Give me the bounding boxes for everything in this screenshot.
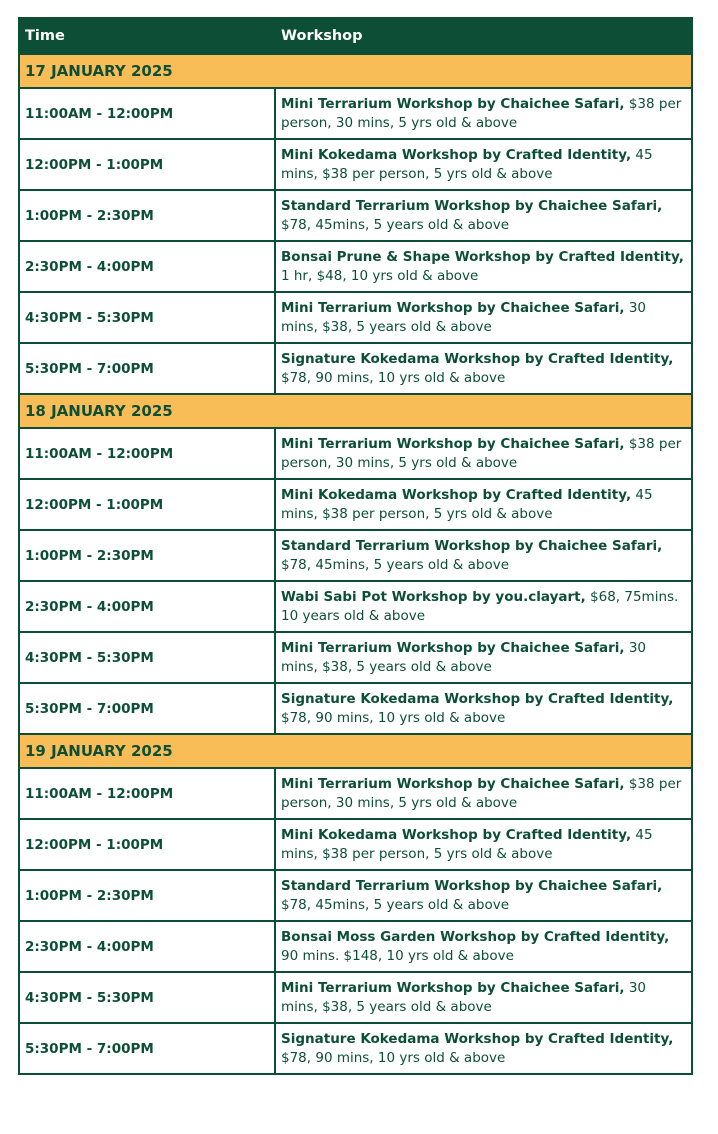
workshop-name: Mini Kokedama Workshop by Crafted Identity, xyxy=(281,486,632,503)
workshop-name: Standard Terrarium Workshop by Chaichee Safari, xyxy=(281,197,663,214)
session-time: 1:00PM - 2:30PM xyxy=(19,190,275,241)
session-workshop xyxy=(275,683,692,734)
workshop-details: $78, 45mins, 5 years old & above xyxy=(281,556,510,573)
workshop-details: $78, 90 mins, 10 yrs old & above xyxy=(281,709,506,726)
workshop-name: Standard Terrarium Workshop by Chaichee Safari, xyxy=(281,877,663,894)
table-row xyxy=(19,292,692,343)
table-row xyxy=(19,139,692,190)
workshop-details: $78, 45mins, 5 years old & above xyxy=(281,216,510,233)
table-row xyxy=(19,241,692,292)
session-workshop xyxy=(275,632,692,683)
session-workshop xyxy=(275,768,692,819)
session-workshop xyxy=(275,241,692,292)
session-workshop xyxy=(275,428,692,479)
workshop-name: Bonsai Prune & Shape Workshop by Crafted Identity, xyxy=(281,248,684,265)
session-workshop xyxy=(275,190,692,241)
workshop-name: Standard Terrarium Workshop by Chaichee Safari, xyxy=(281,537,663,554)
workshop-name: Mini Terrarium Workshop by Chaichee Safari, xyxy=(281,775,625,792)
table-row xyxy=(19,428,692,479)
workshop-details: 30 mins, $38, 5 years old & above xyxy=(281,979,647,1015)
session-workshop xyxy=(275,870,692,921)
session-workshop xyxy=(275,581,692,632)
session-time: 12:00PM - 1:00PM xyxy=(19,479,275,530)
table-row xyxy=(19,683,692,734)
workshop-details: 30 mins, $38, 5 years old & above xyxy=(281,299,647,335)
date-label: 18 JANUARY 2025 xyxy=(19,394,692,428)
workshop-name: Mini Terrarium Workshop by Chaichee Safari, xyxy=(281,95,625,112)
workshop-name: Signature Kokedama Workshop by Crafted Identity, xyxy=(281,350,674,367)
table-row xyxy=(19,190,692,241)
date-row xyxy=(19,54,692,88)
workshop-name: Mini Terrarium Workshop by Chaichee Safari, xyxy=(281,979,625,996)
table-row xyxy=(19,1023,692,1074)
session-workshop xyxy=(275,88,692,139)
session-time: 5:30PM - 7:00PM xyxy=(19,683,275,734)
workshop-details: 30 mins, $38, 5 years old & above xyxy=(281,639,647,675)
workshop-details: 1 hr, $48, 10 yrs old & above xyxy=(281,267,479,284)
table-row xyxy=(19,479,692,530)
workshop-details: $38 per person, 30 mins, 5 yrs old & above xyxy=(281,775,682,811)
time-column-header: Time xyxy=(19,18,275,54)
table-row xyxy=(19,530,692,581)
session-time: 2:30PM - 4:00PM xyxy=(19,241,275,292)
workshop-details: 45 mins, $38 per person, 5 yrs old & above xyxy=(281,486,653,522)
schedule-table xyxy=(18,17,693,1075)
workshop-details: $78, 90 mins, 10 yrs old & above xyxy=(281,1049,506,1066)
session-time: 4:30PM - 5:30PM xyxy=(19,972,275,1023)
workshop-details: 45 mins, $38 per person, 5 yrs old & above xyxy=(281,146,653,182)
workshop-details: $78, 45mins, 5 years old & above xyxy=(281,896,510,913)
workshop-details: $68, 75mins. 10 years old & above xyxy=(281,588,679,624)
workshop-details: 45 mins, $38 per person, 5 yrs old & above xyxy=(281,826,653,862)
workshop-details: $38 per person, 30 mins, 5 yrs old & above xyxy=(281,95,682,131)
session-time: 5:30PM - 7:00PM xyxy=(19,343,275,394)
workshop-details: $38 per person, 30 mins, 5 yrs old & above xyxy=(281,435,682,471)
workshop-name: Mini Kokedama Workshop by Crafted Identity, xyxy=(281,826,632,843)
session-time: 12:00PM - 1:00PM xyxy=(19,139,275,190)
date-row xyxy=(19,394,692,428)
session-time: 2:30PM - 4:00PM xyxy=(19,921,275,972)
session-workshop xyxy=(275,292,692,343)
session-time: 1:00PM - 2:30PM xyxy=(19,530,275,581)
session-time: 11:00AM - 12:00PM xyxy=(19,428,275,479)
table-row xyxy=(19,921,692,972)
session-time: 11:00AM - 12:00PM xyxy=(19,88,275,139)
workshop-details: $78, 90 mins, 10 yrs old & above xyxy=(281,369,506,386)
header-row xyxy=(19,18,692,54)
schedule-body xyxy=(19,54,692,1074)
session-workshop xyxy=(275,1023,692,1074)
workshop-name: Signature Kokedama Workshop by Crafted Identity, xyxy=(281,1030,674,1047)
workshop-column-header: Workshop xyxy=(275,18,692,54)
session-time: 4:30PM - 5:30PM xyxy=(19,632,275,683)
date-label: 17 JANUARY 2025 xyxy=(19,54,692,88)
session-workshop xyxy=(275,343,692,394)
workshop-name: Mini Terrarium Workshop by Chaichee Safari, xyxy=(281,435,625,452)
table-row xyxy=(19,819,692,870)
session-workshop xyxy=(275,139,692,190)
table-row xyxy=(19,581,692,632)
session-time: 4:30PM - 5:30PM xyxy=(19,292,275,343)
date-row xyxy=(19,734,692,768)
table-row xyxy=(19,88,692,139)
table-row xyxy=(19,343,692,394)
session-time: 11:00AM - 12:00PM xyxy=(19,768,275,819)
date-label: 19 JANUARY 2025 xyxy=(19,734,692,768)
table-row xyxy=(19,632,692,683)
workshop-name: Wabi Sabi Pot Workshop by you.clayart, xyxy=(281,588,586,605)
workshop-name: Mini Terrarium Workshop by Chaichee Safari, xyxy=(281,639,625,656)
session-time: 5:30PM - 7:00PM xyxy=(19,1023,275,1074)
table-row xyxy=(19,768,692,819)
workshop-name: Signature Kokedama Workshop by Crafted Identity, xyxy=(281,690,674,707)
session-time: 12:00PM - 1:00PM xyxy=(19,819,275,870)
session-workshop xyxy=(275,972,692,1023)
workshop-name: Mini Terrarium Workshop by Chaichee Safari, xyxy=(281,299,625,316)
workshop-name: Bonsai Moss Garden Workshop by Crafted Identity, xyxy=(281,928,670,945)
workshop-details: 90 mins. $148, 10 yrs old & above xyxy=(281,947,514,964)
session-workshop xyxy=(275,819,692,870)
workshop-name: Mini Kokedama Workshop by Crafted Identity, xyxy=(281,146,632,163)
table-row xyxy=(19,972,692,1023)
table-row xyxy=(19,870,692,921)
session-workshop xyxy=(275,921,692,972)
session-time: 2:30PM - 4:00PM xyxy=(19,581,275,632)
session-workshop xyxy=(275,530,692,581)
session-time: 1:00PM - 2:30PM xyxy=(19,870,275,921)
session-workshop xyxy=(275,479,692,530)
